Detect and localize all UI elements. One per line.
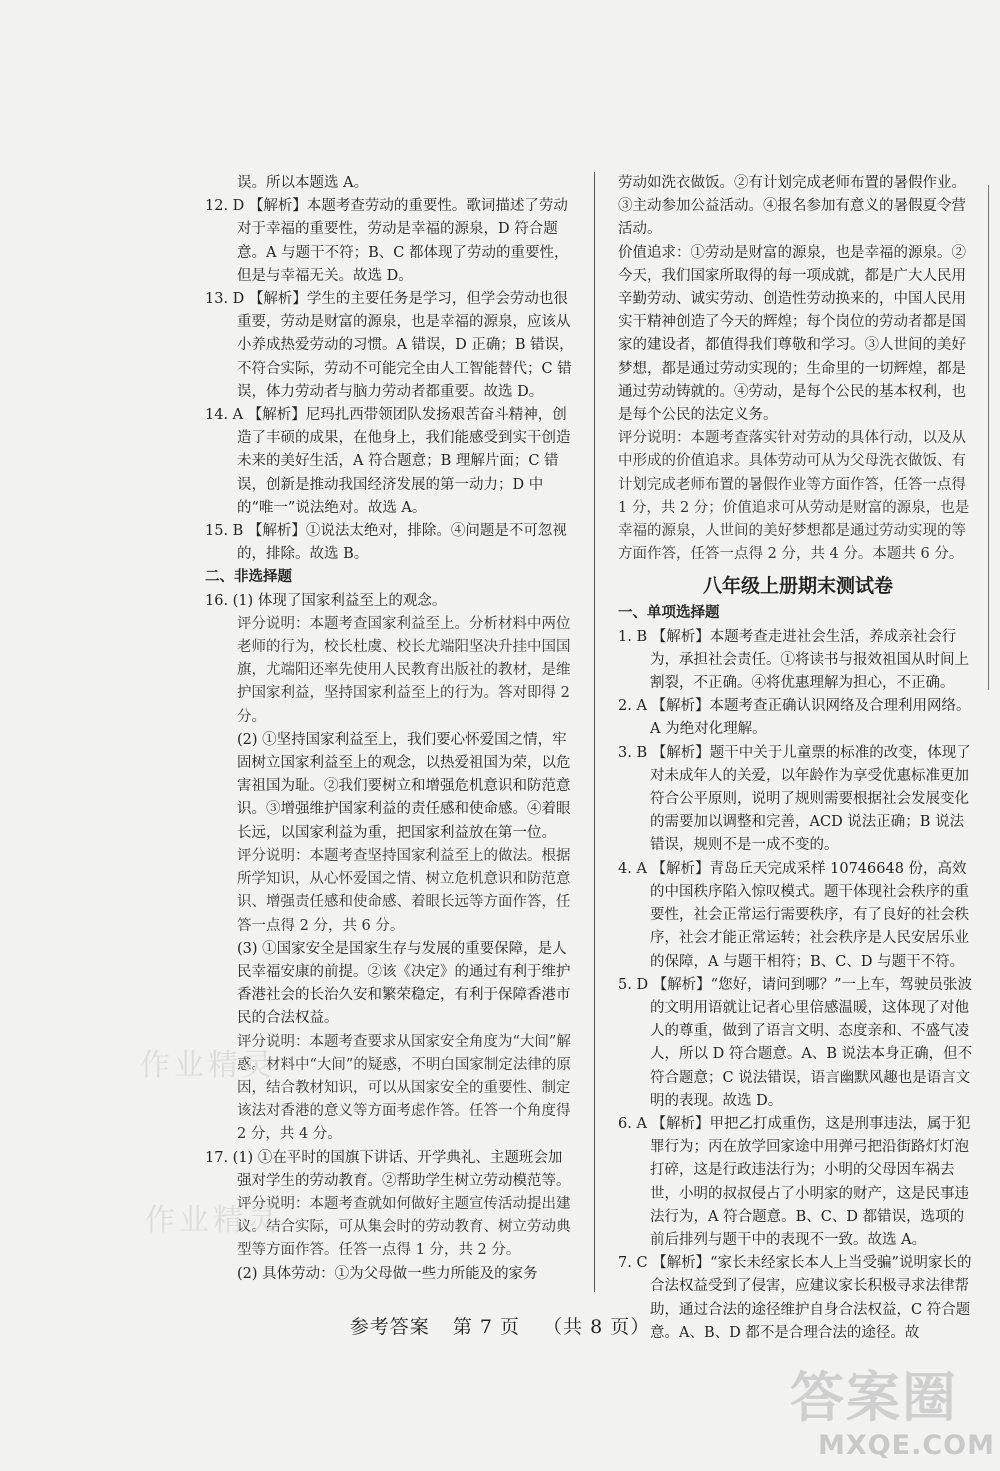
answer-q16-3: (3) ①国家安全是国家生存与发展的重要保障，是人民幸福安康的前提。②该《决定》的通过有利于维护香港社会的长治久安和繁荣稳定，有利于保障香港市民的合法权益。 bbox=[237, 940, 571, 1027]
answer-q16-1: 16. (1) 体现了国家利益至上的观念。 bbox=[205, 592, 447, 609]
answer-e6: 6. A 【解析】甲把乙打成重伤，这是刑事违法，属于犯罪行为；丙在放学回家途中用弹弓把沿街路灯灯泡打碎，这是行政违法行为；小明的父母因车祸去世，小明的叔叔侵占了小明家的财产，这是民事违法行为，A 符合题意。B、C、D 都错误，选项的前后排列与题干中的表现不一致。故选 A。 bbox=[618, 1115, 971, 1248]
section-heading-nonchoice: 二、非选择题 bbox=[205, 569, 292, 586]
left-column bbox=[205, 172, 575, 1286]
answer-q17-2: (2) 具体劳动：①为父母做一些力所能及的家务 bbox=[237, 1265, 538, 1282]
answer-q14: 14. A 【解析】尼玛扎西带领团队发扬艰苦奋斗精神，创造了丰硕的成果，在他身上，我们能感受到实干创造未来的美好生活，A 符合题意；B 理解片面；C 错误，创新是推动我国经济发展的第一动力；D 中的“唯一”说法绝对。故选 A。 bbox=[205, 407, 571, 516]
answer-q12: 12. D 【解析】本题考查劳动的重要性。歌词描述了劳动对于幸福的重要性，劳动是幸福的源泉，D 符合题意。A 与题干不符；B、C 都体现了劳动的重要性，但是与幸福无关。故选 D。 bbox=[205, 198, 569, 284]
answer-q17-1: 17. (1) ①在平时的国旗下讲话、开学典礼、主题班会加强对学生的劳动教育。②帮助学生树立劳动模范等。 bbox=[205, 1149, 571, 1189]
answer-e4: 4. A 【解析】青岛丘天完成采样 10746648 份，高效的中国秩序陷入惊叹模式。题干体现社会秩序的重要性，社会正常运行需要秩序，有了良好的社会秩序，社会才能正常运转；社会秩序是人民安居乐业的保障，A 与题干相符；B、C、D 与题干不符。 bbox=[618, 860, 969, 970]
scoring-note-q17-1: 评分说明：本题考查就如何做好主题宣传活动提出建议。结合实际，可从集会时的劳动教育、树立劳动典型等方面作答。任答一点得 1 分，共 2 分。 bbox=[237, 1195, 571, 1259]
scoring-note-q16-1: 评分说明：本题考查国家利益至上。分析材料中两位老师的行为，校长杜虞、校长尤端阳坚决升挂中国国旗，尤端阳还率先使用人民教育出版社的教材，是维护国家利益，坚持国家利益至上的行为。答对即得 2 分。 bbox=[237, 615, 571, 725]
answer-e7: 7. C 【解析】“家长未经家长本人上当受骗”说明家长的合法权益受到了侵害，应建议家长积极寻求法律帮助，通过合法的途径维护自身合法权益，C 符合题意。A、B、D 都不是合理合法的途径。故 bbox=[618, 1255, 972, 1341]
right-column bbox=[618, 172, 978, 1345]
section-heading-single-choice: 一、单项选择题 bbox=[618, 605, 720, 622]
answer-q16-2: (2) ①坚持国家利益至上，我们要心怀爱国之情，牢固树立国家利益至上的观念，以热爱祖国为荣，以危害祖国为耻。②我们要树立和增强危机意识和防范意识。③增强维护国家利益的责任感和使命感。④着眼长远，以国家利益为重，把国家利益放在第一位。 bbox=[237, 731, 571, 841]
answer-q13: 13. D 【解析】学生的主要任务是学习，但学会劳动也很重要，劳动是财富的源泉，也是幸福的源泉，应该从小养成热爱劳动的习惯。A 错误，D 正确；B 错误，不符合实际，劳动不可能完全由人工智能替代；C 错误，体力劳动者与脑力劳动者都重要。故选 D。 bbox=[205, 291, 574, 400]
watermark-brand-logo: 答案圈 bbox=[790, 1366, 958, 1429]
scoring-note-q16-2: 评分说明：本题考查坚持国家利益至上的做法。根据所学知识，从心怀爱国之情、树立危机意识和防范意识、增强责任感和使命感、着眼长远等方面作答，任答一点得 2 分，共 6 分。 bbox=[237, 847, 571, 934]
watermark-text-2: 作业精灵 bbox=[145, 1203, 281, 1238]
answer-q17-value: 价值追求：①劳动是财富的源泉，也是幸福的源泉。②今天，我们国家所取得的每一项成就，都是广大人民用辛勤劳动、诚实劳动、创造性劳动换来的，中国人民用实干精神创造了今天的辉煌；每个岗位的劳动者都是国家的建设者，都值得我们尊敬和学习。③人世间的美好梦想，都是通过劳动实现的；生命里的一切辉煌，都是通过劳动铸就的。④劳动，是每个公民的基本权利，也是每个公民的法定义务。 bbox=[618, 244, 966, 424]
answer-q17-2-continued: 劳动如洗衣做饭。②有计划完成老师布置的暑假作业。③主动参加公益活动。④报名参加有意义的暑假夏令营活动。 bbox=[618, 175, 966, 238]
page-footer bbox=[0, 1312, 1000, 1339]
answer-e3: 3. B 【解析】题干中关于儿童票的标准的改变，体现了对未成年人的关爱，以年龄作为享受优惠标准更加符合公平原则，说明了规则需要根据社会发展变化的需要加以调整和完善，ACD 说法正确；B 说法错误，规则不是一成不变的。 bbox=[618, 744, 971, 854]
answer-q15: 15. B 【解析】①说法太绝对，排除。④问题是不可忽视的，排除。故选 B。 bbox=[205, 523, 567, 563]
watermark-text-1: 作业精灵 bbox=[140, 1048, 276, 1083]
footer-page-number: 第 7 页 bbox=[452, 1316, 520, 1338]
footer-label: 参考答案 bbox=[349, 1316, 430, 1338]
footer-total-pages: （共 8 页） bbox=[543, 1316, 651, 1338]
watermark-url: MXQE.COM bbox=[818, 1430, 995, 1461]
column-divider bbox=[594, 172, 595, 1292]
scoring-note-q16-3: 评分说明：本题考查要求从国家安全角度为“大间”解惑。材料中“大间”的疑惑，不明白国家制定法律的原因，结合教材知识，可以从国家安全的重要性、制定该法对香港的意义等方面考虑作答。任答一个角度得 2 分，共 4 分。 bbox=[237, 1033, 571, 1143]
answer-e5: 5. D 【解析】“您好，请问到哪？”一上车，驾驶员张波的文明用语就让记者心里倍感温暖，这体现了对他人的尊重，做到了语言文明、态度亲和、不盛气凌人，所以 D 符合题意。A、B 说法本身正确，但不符合题意；C 说法错误，语言幽默风趣也是语言文明的表现。故选 D。 bbox=[618, 976, 973, 1109]
answer-e1: 1. B 【解析】本题考查走进社会生活，养成亲社会行为，承担社会责任。①将读书与报效祖国从时间上割裂，不正确。④将优惠理解为担心，不正确。 bbox=[618, 628, 969, 692]
scoring-note-q17-2: 评分说明：本题考查落实针对劳动的具体行动，以及从中形成的价值追求。具体劳动可从为父母洗衣做饭、有计划完成老师布置的暑假作业等方面作答，任答一点得 1 分，共 2 分；价值追求可从劳动是财富的源泉，也是幸福的源泉，人世间的美好梦想都是通过劳动实现的等方面作答，任答一点得 2 分，共 4 分。本题共 6 分。 bbox=[618, 430, 970, 563]
page-edge-line bbox=[988, 185, 989, 690]
answer-e2: 2. A 【解析】本题考查正确认识网络及合理利用网络。A 为绝对化理解。 bbox=[618, 698, 971, 738]
exam-title: 八年级上册期末测试卷 bbox=[702, 575, 893, 598]
answer-q11-tail: 误。所以本题选 A。 bbox=[237, 175, 369, 191]
